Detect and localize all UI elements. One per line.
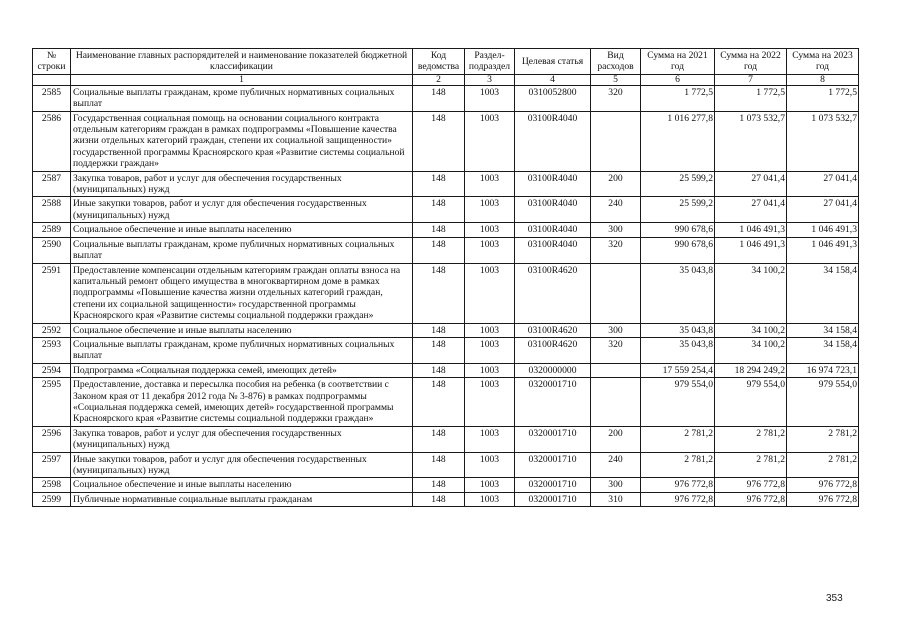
section-cell: 1003 (465, 197, 515, 223)
table-row (33, 171, 859, 197)
section-cell: 1003 (465, 478, 515, 492)
row-name-cell: Иные закупки товаров, работ и услуг для обеспечения государственных (муниципальных) нужд (71, 197, 413, 223)
sum-2022-cell: 976 772,8 (715, 478, 787, 492)
budget-table (32, 48, 859, 507)
sum-2021-cell: 2 781,2 (641, 452, 715, 478)
sum-2021-cell: 1 016 277,8 (641, 111, 715, 171)
department-code-cell: 148 (413, 85, 465, 111)
row-name-cell: Социальные выплаты гражданам, кроме публичных нормативных социальных выплат (71, 85, 413, 111)
row-name-cell: Предоставление компенсации отдельным категориям граждан оплаты взноса на капитальный ремонт общего имущества в многоквартирном доме в рамках подпрограммы «Повышение качества жизни отдельных категорий граждан, степени их социальной защищенности» государственной программы Красноярского края «Развитие системы социальной поддержки граждан» (71, 263, 413, 323)
header-target-article: Целевая статья (515, 49, 591, 75)
column-index: 8 (787, 74, 859, 85)
row-name-cell: Подпрограмма «Социальная поддержка семей, имеющих детей» (71, 363, 413, 377)
sum-2021-cell: 979 554,0 (641, 378, 715, 427)
department-code-cell: 148 (413, 378, 465, 427)
sum-2023-cell: 1 046 491,3 (787, 237, 859, 263)
target-article-cell: 03100R4620 (515, 337, 591, 363)
section-cell: 1003 (465, 85, 515, 111)
expense-type-cell: 300 (591, 223, 641, 237)
section-cell: 1003 (465, 378, 515, 427)
sum-2022-cell: 979 554,0 (715, 378, 787, 427)
department-code-cell: 148 (413, 363, 465, 377)
row-number-cell: 2597 (33, 452, 71, 478)
sum-2022-cell: 27 041,4 (715, 171, 787, 197)
department-code-cell: 148 (413, 223, 465, 237)
section-cell: 1003 (465, 323, 515, 337)
expense-type-cell: 310 (591, 492, 641, 506)
expense-type-cell (591, 263, 641, 323)
expense-type-cell (591, 111, 641, 171)
column-index-row (33, 74, 859, 85)
row-name-cell: Закупка товаров, работ и услуг для обеспечения государственных (муниципальных) нужд (71, 171, 413, 197)
expense-type-cell: 320 (591, 337, 641, 363)
sum-2023-cell: 1 046 491,3 (787, 223, 859, 237)
row-number-cell: 2593 (33, 337, 71, 363)
sum-2021-cell: 1 772,5 (641, 85, 715, 111)
column-index: 5 (591, 74, 641, 85)
sum-2022-cell: 34 100,2 (715, 337, 787, 363)
target-article-cell: 0310052800 (515, 85, 591, 111)
row-number-cell: 2588 (33, 197, 71, 223)
row-name-cell: Публичные нормативные социальные выплаты гражданам (71, 492, 413, 506)
row-name-cell: Социальное обеспечение и иные выплаты населению (71, 223, 413, 237)
target-article-cell: 03100R4040 (515, 111, 591, 171)
row-name-cell: Социальные выплаты гражданам, кроме публичных нормативных социальных выплат (71, 337, 413, 363)
table-row (33, 452, 859, 478)
sum-2023-cell: 976 772,8 (787, 492, 859, 506)
target-article-cell: 03100R4040 (515, 237, 591, 263)
page-number: 353 (826, 593, 843, 604)
target-article-cell: 03100R4040 (515, 197, 591, 223)
section-cell: 1003 (465, 426, 515, 452)
section-cell: 1003 (465, 111, 515, 171)
sum-2023-cell: 979 554,0 (787, 378, 859, 427)
column-index: 2 (413, 74, 465, 85)
row-number-cell: 2594 (33, 363, 71, 377)
table-row (33, 237, 859, 263)
column-index: 7 (715, 74, 787, 85)
header-name: Наименование главных распорядителей и наименование показателей бюджетной классификации (71, 49, 413, 75)
sum-2023-cell: 1 772,5 (787, 85, 859, 111)
column-index: 1 (71, 74, 413, 85)
row-number-cell: 2589 (33, 223, 71, 237)
sum-2021-cell: 35 043,8 (641, 337, 715, 363)
sum-2022-cell: 1 073 532,7 (715, 111, 787, 171)
column-index (33, 74, 71, 85)
row-number-cell: 2591 (33, 263, 71, 323)
expense-type-cell: 300 (591, 323, 641, 337)
sum-2023-cell: 2 781,2 (787, 426, 859, 452)
section-cell: 1003 (465, 452, 515, 478)
sum-2021-cell: 25 599,2 (641, 171, 715, 197)
department-code-cell: 148 (413, 237, 465, 263)
expense-type-cell: 240 (591, 197, 641, 223)
section-cell: 1003 (465, 237, 515, 263)
department-code-cell: 148 (413, 263, 465, 323)
section-cell: 1003 (465, 363, 515, 377)
section-cell: 1003 (465, 492, 515, 506)
sum-2022-cell: 27 041,4 (715, 197, 787, 223)
row-number-cell: 2586 (33, 111, 71, 171)
target-article-cell: 0320000000 (515, 363, 591, 377)
department-code-cell: 148 (413, 426, 465, 452)
column-index: 3 (465, 74, 515, 85)
sum-2021-cell: 17 559 254,4 (641, 363, 715, 377)
expense-type-cell (591, 363, 641, 377)
table-row (33, 492, 859, 506)
row-number-cell: 2587 (33, 171, 71, 197)
row-number-cell: 2592 (33, 323, 71, 337)
sum-2023-cell: 1 073 532,7 (787, 111, 859, 171)
row-name-cell: Закупка товаров, работ и услуг для обеспечения государственных (муниципальных) нужд (71, 426, 413, 452)
sum-2021-cell: 990 678,6 (641, 223, 715, 237)
sum-2022-cell: 34 100,2 (715, 263, 787, 323)
header-sum-2021: Сумма на 2021 год (641, 49, 715, 75)
sum-2021-cell: 976 772,8 (641, 478, 715, 492)
expense-type-cell: 320 (591, 237, 641, 263)
target-article-cell: 03100R4620 (515, 323, 591, 337)
header-sum-2023: Сумма на 2023 год (787, 49, 859, 75)
department-code-cell: 148 (413, 492, 465, 506)
sum-2021-cell: 35 043,8 (641, 263, 715, 323)
section-cell: 1003 (465, 223, 515, 237)
sum-2021-cell: 976 772,8 (641, 492, 715, 506)
expense-type-cell: 200 (591, 426, 641, 452)
expense-type-cell: 240 (591, 452, 641, 478)
department-code-cell: 148 (413, 111, 465, 171)
column-index: 6 (641, 74, 715, 85)
table-row (33, 426, 859, 452)
expense-type-cell: 200 (591, 171, 641, 197)
sum-2022-cell: 18 294 249,2 (715, 363, 787, 377)
department-code-cell: 148 (413, 323, 465, 337)
target-article-cell: 0320001710 (515, 378, 591, 427)
row-name-cell: Предоставление, доставка и пересылка пособия на ребенка (в соответствии с Законом края от 11 декабря 2012 года № 3-876) в рамках подпрограммы «Социальная поддержка семей, имеющих детей» государственной программы Красноярского края «Развитие системы социальной поддержки граждан» (71, 378, 413, 427)
header-row-number: № строки (33, 49, 71, 75)
header-section: Раздел-подраздел (465, 49, 515, 75)
sum-2022-cell: 1 772,5 (715, 85, 787, 111)
header-sum-2022: Сумма на 2022 год (715, 49, 787, 75)
target-article-cell: 0320001710 (515, 426, 591, 452)
table-row (33, 111, 859, 171)
sum-2021-cell: 2 781,2 (641, 426, 715, 452)
sum-2021-cell: 25 599,2 (641, 197, 715, 223)
row-number-cell: 2585 (33, 85, 71, 111)
target-article-cell: 03100R4040 (515, 171, 591, 197)
sum-2022-cell: 34 100,2 (715, 323, 787, 337)
table-row (33, 363, 859, 377)
row-name-cell: Социальное обеспечение и иные выплаты населению (71, 323, 413, 337)
row-number-cell: 2595 (33, 378, 71, 427)
target-article-cell: 0320001710 (515, 478, 591, 492)
department-code-cell: 148 (413, 197, 465, 223)
sum-2023-cell: 34 158,4 (787, 263, 859, 323)
table-row (33, 263, 859, 323)
column-index: 4 (515, 74, 591, 85)
target-article-cell: 0320001710 (515, 452, 591, 478)
department-code-cell: 148 (413, 337, 465, 363)
section-cell: 1003 (465, 263, 515, 323)
row-name-cell: Социальные выплаты гражданам, кроме публичных нормативных социальных выплат (71, 237, 413, 263)
expense-type-cell: 300 (591, 478, 641, 492)
sum-2023-cell: 2 781,2 (787, 452, 859, 478)
row-number-cell: 2599 (33, 492, 71, 506)
table-header (33, 49, 859, 86)
table-row (33, 323, 859, 337)
sum-2021-cell: 990 678,6 (641, 237, 715, 263)
sum-2022-cell: 1 046 491,3 (715, 223, 787, 237)
table-row (33, 85, 859, 111)
target-article-cell: 03100R4620 (515, 263, 591, 323)
table-row (33, 478, 859, 492)
row-name-cell: Социальное обеспечение и иные выплаты населению (71, 478, 413, 492)
expense-type-cell: 320 (591, 85, 641, 111)
table-row (33, 337, 859, 363)
target-article-cell: 0320001710 (515, 492, 591, 506)
sum-2022-cell: 2 781,2 (715, 426, 787, 452)
table-body (33, 85, 859, 506)
row-number-cell: 2596 (33, 426, 71, 452)
table-row (33, 223, 859, 237)
department-code-cell: 148 (413, 171, 465, 197)
sum-2023-cell: 27 041,4 (787, 197, 859, 223)
section-cell: 1003 (465, 171, 515, 197)
section-cell: 1003 (465, 337, 515, 363)
row-name-cell: Государственная социальная помощь на основании социального контракта отдельным категориям граждан в рамках подпрограммы «Повышение качества жизни отдельных категорий граждан, степени их социальной защищенности» государственной программы Красноярского края «Развитие системы социальной поддержки граждан» (71, 111, 413, 171)
department-code-cell: 148 (413, 478, 465, 492)
header-department-code: Код ведомства (413, 49, 465, 75)
expense-type-cell (591, 378, 641, 427)
sum-2023-cell: 16 974 723,1 (787, 363, 859, 377)
row-name-cell: Иные закупки товаров, работ и услуг для обеспечения государственных (муниципальных) нужд (71, 452, 413, 478)
sum-2023-cell: 34 158,4 (787, 323, 859, 337)
row-number-cell: 2590 (33, 237, 71, 263)
sum-2022-cell: 976 772,8 (715, 492, 787, 506)
budget-sheet (32, 48, 858, 507)
sum-2022-cell: 2 781,2 (715, 452, 787, 478)
target-article-cell: 03100R4040 (515, 223, 591, 237)
sum-2023-cell: 27 041,4 (787, 171, 859, 197)
sum-2023-cell: 976 772,8 (787, 478, 859, 492)
sum-2022-cell: 1 046 491,3 (715, 237, 787, 263)
sum-2021-cell: 35 043,8 (641, 323, 715, 337)
row-number-cell: 2598 (33, 478, 71, 492)
header-expense-type: Вид расходов (591, 49, 641, 75)
department-code-cell: 148 (413, 452, 465, 478)
table-row (33, 197, 859, 223)
table-row (33, 378, 859, 427)
sum-2023-cell: 34 158,4 (787, 337, 859, 363)
